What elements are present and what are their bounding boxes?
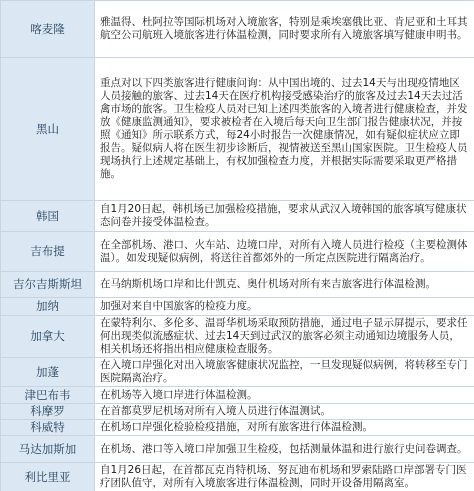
- country-cell: 韩国: [1, 201, 95, 232]
- table-row: [1, 201, 474, 232]
- measure-cell: 在马纳斯机场口岸和比什凯克、奥什机场对所有来吉旅客进行体温检测。: [95, 272, 474, 298]
- measure-cell: 加强对来自中国旅客的检疫力度。: [95, 298, 474, 316]
- table-row: [1, 358, 474, 387]
- country-cell: 加拿大: [1, 316, 95, 358]
- country-cell: 马达加斯加: [1, 436, 95, 463]
- measure-cell: 自1月20日起，韩机场已加强检疫措施，要求从武汉入境韩国的旅客填写健康状态问卷并接受体温检查。: [95, 201, 474, 232]
- table-row: [1, 420, 474, 436]
- table-row: [1, 387, 474, 404]
- table-row: [1, 1, 474, 58]
- country-cell: 吉尔吉斯斯坦: [1, 272, 95, 298]
- measure-cell: 在机场等入境口岸进行体温检测。: [95, 387, 474, 404]
- measure-cell: 在首都莫罗尼机场对所有入境人员进行体温测试。: [95, 404, 474, 420]
- measure-cell: 雅温得、杜阿拉等国际机场对入境旅客，特别是乘埃塞俄比亚、肯尼亚和土耳其航空公司航班入境旅客进行体温检测，同时要求所有入境旅客填写健康申明书。: [95, 1, 474, 58]
- measure-cell: 在机场、港口等入境口岸加强卫生检疫，包括测量体温和进行旅行史问卷调查。: [95, 436, 474, 463]
- measure-cell: 在机场口岸强化检验检疫措施，对所有旅客进行体温检测。: [95, 420, 474, 436]
- country-cell: 加蓬: [1, 358, 95, 387]
- table-row: [1, 298, 474, 316]
- measure-cell: 重点对以下四类旅客进行健康问询：从中国出境的、过去14天与出现疫情地区人员接触的旅客、过去14天在医疗机构接受感染治疗的旅客及过去14天去过活禽市场的旅客。卫生检疫人员对已知上述四类旅客的入境者进行健康检查，并发放《健康监测通知》，要求被检者在入境后每天向卫生部门报告健康状况，并按照《通知》所示联系方式，每24小时报告一次健康情况，如有疑似症状应立即报告。疑似病人将在医生初步诊断后，视情被送至黑山国家医院。卫生检疫人员现场执行上述规定基础上，有权加强检查力度，并根据实际需要采取更严格措施。: [95, 58, 474, 201]
- table-row: [1, 404, 474, 420]
- table-row: [1, 316, 474, 358]
- table-row: [1, 436, 474, 463]
- measure-cell: 自1月26日起，在首都瓦克肖特机场、努瓦迪布机场和罗索陆路口岸部署专门医疗团队值守，对所有入境旅客进行体温检测，同时开设备用隔离室。: [95, 463, 474, 491]
- table-row: [1, 58, 474, 201]
- table-row: [1, 232, 474, 272]
- country-cell: 吉布提: [1, 232, 95, 272]
- measure-cell: 在蒙特利尔、多伦多、温哥华机场采取预防措施，通过电子显示屏提示，要求任何出现类似流感症状、过去14天到过武汉的旅客必须主动通知边境服务人员，相关机场还将指出相应健康检查服务。: [95, 316, 474, 358]
- country-cell: 科摩罗: [1, 404, 95, 420]
- measure-cell: 在全部机场、港口、火车站、边境口岸，对所有入境人员进行检疫（主要检测体温）。如发现疑似病例，将送往首都郊外的一所定点医院进行隔离治疗。: [95, 232, 474, 272]
- country-cell: 加纳: [1, 298, 95, 316]
- table-row: [1, 272, 474, 298]
- country-cell: 科威特: [1, 420, 95, 436]
- country-cell: 利比里亚: [1, 463, 95, 491]
- country-cell: 喀麦隆: [1, 1, 95, 58]
- country-cell: 津巴布韦: [1, 387, 95, 404]
- measure-cell: 在入境口岸强化对出入境旅客健康状况监控，一旦发现疑似病例，将转移至专门医院隔离治疗。: [95, 358, 474, 387]
- table-row: [1, 463, 474, 491]
- country-cell: 黑山: [1, 58, 95, 201]
